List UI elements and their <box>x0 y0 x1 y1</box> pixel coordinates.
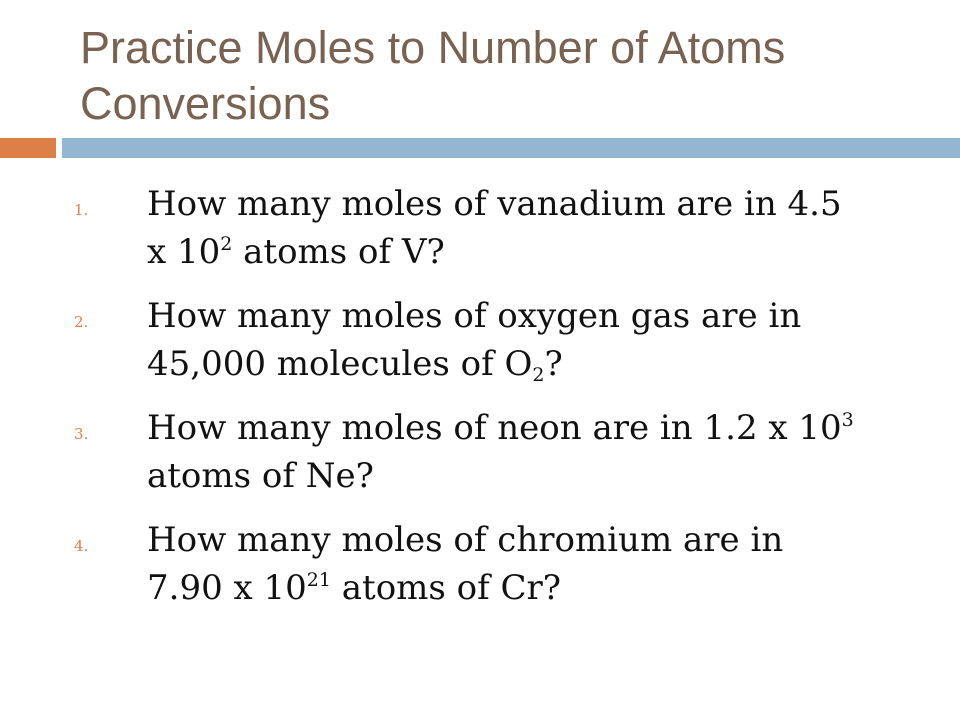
exponent: 2 <box>220 233 233 255</box>
question-line-2 <box>147 452 930 500</box>
question-item-1 <box>70 180 930 276</box>
title-line-1: Practice Moles to Number of Atoms <box>80 22 786 73</box>
title-divider-bar <box>62 138 960 158</box>
question-text: atoms of V? <box>232 232 445 272</box>
exponent: 3 <box>841 409 854 431</box>
question-line-1 <box>147 180 930 228</box>
question-text: atoms of Ne? <box>147 456 374 496</box>
question-number: 1. <box>74 201 89 219</box>
question-item-3 <box>70 404 930 500</box>
question-text: How many moles of chromium are in <box>147 520 784 560</box>
question-text: How many moles of neon are in 1.2 x 10 <box>147 408 842 448</box>
question-text: 7.90 x 10 <box>147 568 307 608</box>
question-text: 45,000 molecules of O <box>147 344 533 384</box>
question-text: How many moles of vanadium are in 4.5 <box>147 184 842 224</box>
question-list <box>70 180 930 628</box>
question-line-2 <box>147 564 930 612</box>
question-text: atoms of Cr? <box>330 568 562 608</box>
accent-bar <box>0 138 56 158</box>
question-text: How many moles of oxygen gas are in <box>147 296 802 336</box>
exponent: 21 <box>306 569 331 591</box>
question-line-2 <box>147 228 930 276</box>
question-number: 4. <box>74 537 89 555</box>
title-line-2: Conversions <box>80 78 331 129</box>
slide-title <box>80 20 940 132</box>
subscript: 2 <box>532 364 545 386</box>
question-text: ? <box>544 344 563 384</box>
question-number: 3. <box>74 425 89 443</box>
question-item-4 <box>70 516 930 612</box>
question-line-2 <box>147 340 930 388</box>
question-line-1 <box>147 292 930 340</box>
question-number: 2. <box>74 313 89 331</box>
question-item-2 <box>70 292 930 388</box>
question-text: x 10 <box>147 232 221 272</box>
question-line-1 <box>147 516 930 564</box>
question-line-1 <box>147 404 930 452</box>
